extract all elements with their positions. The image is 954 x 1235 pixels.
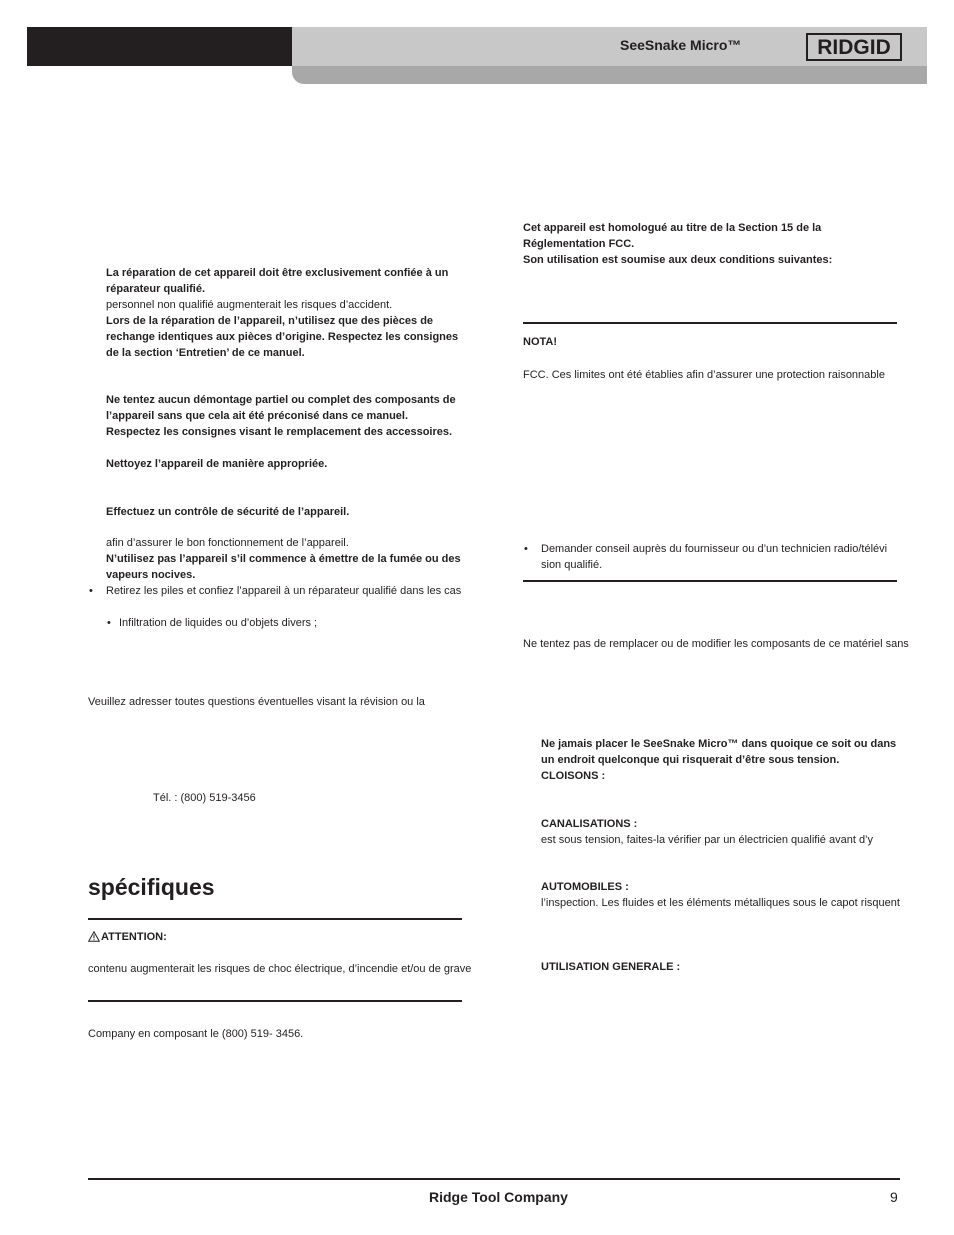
general-use-label: UTILISATION GENERALE : bbox=[541, 961, 681, 973]
service-parts-line2: rechange identiques aux pièces d’origine. Respectez les consignes bbox=[106, 331, 459, 343]
modify-warning: Ne tentez pas de remplacer ou de modifier les composants de ce matériel sans bbox=[523, 638, 909, 650]
never-place-line1: Ne jamais placer le SeeSnake Micro™ dans quoique ce soit ou dans bbox=[541, 738, 897, 750]
bullet-marker: • bbox=[89, 585, 93, 597]
nota-text: FCC. Ces limites ont été établies afin d’assurer une protection raisonnable bbox=[523, 369, 885, 381]
section-heading: spécifiques bbox=[88, 874, 215, 900]
liquid-infiltration-bullet: Infiltration de liquides ou d’objets divers ; bbox=[119, 617, 318, 629]
service-warning-line2: réparateur qualifié. bbox=[106, 283, 206, 295]
questions-text: Veuillez adresser toutes questions éventuelles visant la révision ou la bbox=[88, 696, 425, 708]
header-dark-bar bbox=[27, 27, 292, 66]
phone-number: Tél. : (800) 519-3456 bbox=[153, 792, 256, 804]
pipes-text: est sous tension, faites-la vérifier par un électricien qualifié avant d’y bbox=[541, 834, 874, 846]
bullet-marker: • bbox=[524, 543, 528, 555]
fcc-line1: Cet appareil est homologué au titre de la Section 15 de la bbox=[523, 222, 822, 234]
service-text-line1: personnel non qualifié augmenterait les risques d’accident. bbox=[106, 299, 393, 311]
advice-bullet-line2: sion qualifié. bbox=[541, 559, 603, 571]
nota-top-rule bbox=[523, 322, 897, 324]
smoke-warning-line2: vapeurs nocives. bbox=[106, 569, 196, 581]
attention-text: contenu augmenterait les risques de choc électrique, d’incendie et/ou de grave bbox=[88, 963, 472, 975]
fcc-line2: Réglementation FCC. bbox=[523, 238, 635, 250]
auto-label: AUTOMOBILES : bbox=[541, 881, 629, 893]
advice-bullet-line1: Demander conseil auprès du fournisseur ou d’un technicien radio/télévi bbox=[541, 543, 888, 555]
fcc-line3: Son utilisation est soumise aux deux conditions suivantes: bbox=[523, 254, 833, 266]
safety-check-text: afin d’assurer le bon fonctionnement de l’appareil. bbox=[106, 537, 349, 549]
company-phone-text: Company en composant le (800) 519- 3456. bbox=[88, 1028, 304, 1040]
clean-instruction: Nettoyez l’appareil de manière appropriée. bbox=[106, 458, 328, 470]
attention-label: ATTENTION: bbox=[101, 931, 167, 943]
attention-bottom-rule bbox=[88, 1000, 462, 1002]
pipes-label: CANALISATIONS : bbox=[541, 818, 638, 830]
service-parts-line1: Lors de la réparation de l’appareil, n’utilisez que des pièces de bbox=[106, 315, 434, 327]
page-number: 9 bbox=[890, 1189, 898, 1205]
service-parts-line3: de la section ‘Entretien’ de ce manuel. bbox=[106, 347, 305, 359]
service-warning-line1: La réparation de cet appareil doit être exclusivement confiée à un bbox=[106, 267, 449, 279]
header-gray-strip bbox=[292, 66, 927, 84]
warning-triangle-icon bbox=[88, 931, 100, 942]
nota-label: NOTA! bbox=[523, 336, 558, 348]
smoke-warning-line1: N’utilisez pas l’appareil s’il commence à émettre de la fumée ou des bbox=[106, 553, 461, 565]
walls-label: CLOISONS : bbox=[541, 770, 606, 782]
header-product-title: SeeSnake Micro™ bbox=[620, 37, 742, 53]
attention-top-rule bbox=[88, 918, 462, 920]
nota-bottom-rule bbox=[523, 580, 897, 582]
svg-text:RIDGID: RIDGID bbox=[817, 36, 891, 59]
sub-bullet-marker: • bbox=[107, 617, 111, 629]
disassembly-line1: Ne tentez aucun démontage partiel ou complet des composants de bbox=[106, 394, 456, 406]
disassembly-line3: Respectez les consignes visant le remplacement des accessoires. bbox=[106, 426, 453, 438]
disassembly-line2: l’appareil sans que cela ait été préconisé dans ce manuel. bbox=[106, 410, 409, 422]
ridgid-logo bbox=[806, 33, 902, 61]
safety-check-heading: Effectuez un contrôle de sécurité de l’appareil. bbox=[106, 506, 350, 518]
footer-company: Ridge Tool Company bbox=[429, 1189, 568, 1205]
remove-batteries-bullet: Retirez les piles et confiez l’appareil à un réparateur qualifié dans les cas bbox=[106, 585, 462, 597]
auto-text: l’inspection. Les fluides et les éléments métalliques sous le capot risquent bbox=[541, 897, 900, 909]
never-place-line2: un endroit quelconque qui risquerait d’être sous tension. bbox=[541, 754, 840, 766]
footer-rule bbox=[88, 1178, 900, 1180]
